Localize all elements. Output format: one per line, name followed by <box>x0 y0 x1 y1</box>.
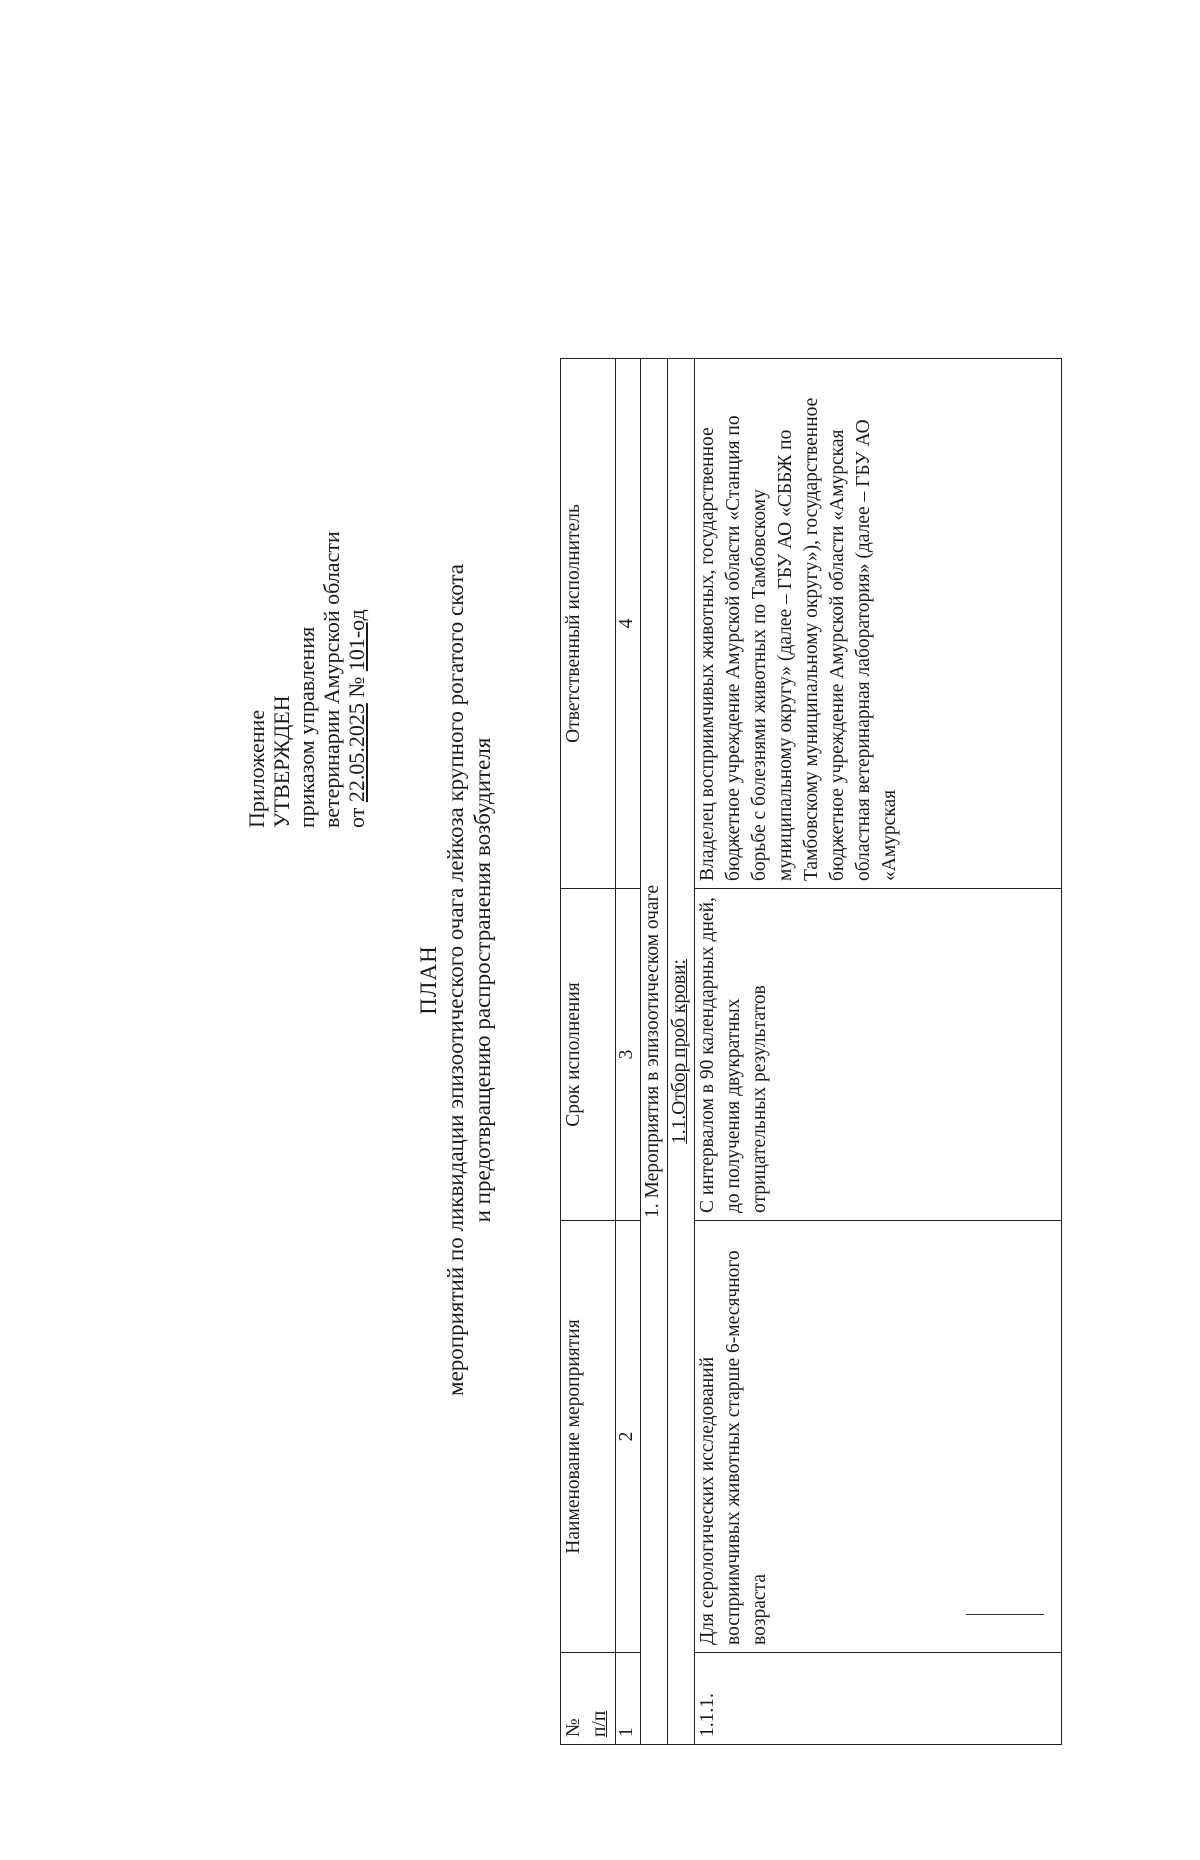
header-number-line2: п/п <box>589 1710 610 1737</box>
column-number: 2 <box>616 1221 641 1653</box>
header-responsible: Ответственный исполнитель <box>561 359 616 889</box>
subsection-title-text: 1.1.Отбор проб крови: <box>669 959 690 1144</box>
number-sign: № <box>344 671 369 704</box>
approved-label: УТВЕРЖДЕН <box>269 695 294 828</box>
section-row <box>641 359 668 1745</box>
rotated-content <box>40 140 1140 1860</box>
approval-block <box>244 388 369 828</box>
row-responsible: Владелец восприимчивых животных, государственное бюджетное учреждение Амурской области «Станция по борьбе с болезнями животных по Тамбовскому муниципальному округу» (далее – ГБУ АО «СББЖ по Тамбовскому муниципальному округу»), государственное бюджетное учреждение Амурской области «Амурская областная ветеринарная лаборатория» (далее – ГБУ АО «Амурская <box>695 359 1062 889</box>
department-line: ветеринарии Амурской области <box>319 531 344 828</box>
table-header-row <box>561 359 616 1745</box>
header-number-line1: № <box>563 1718 584 1737</box>
order-date-line <box>344 388 369 828</box>
column-numbers-row <box>616 359 641 1745</box>
subsection-title <box>668 359 695 1745</box>
table-row <box>695 359 1062 1745</box>
plan-title: ПЛАН <box>416 945 441 1015</box>
column-number: 1 <box>616 1653 641 1745</box>
plan-subtitle-line2: и предотвращению распространения возбудителя <box>470 737 495 1223</box>
order-number: 101-од <box>344 609 369 672</box>
row-name: Для серологических исследований восприимчивых животных старше 6-месячного возраста <box>695 1221 1062 1653</box>
section-title: 1. Мероприятия в эпизоотическом очаге <box>641 359 668 1745</box>
subsection-row <box>668 359 695 1745</box>
date-prefix: от <box>344 802 369 828</box>
plan-heading <box>415 100 496 1860</box>
footnote-separator <box>966 1614 1044 1615</box>
column-number: 3 <box>616 889 641 1221</box>
row-term: С интервалом в 90 календарных дней, до получения двукратных отрицательных результатов <box>695 889 1062 1221</box>
row-number: 1.1.1. <box>695 1653 1062 1745</box>
plan-table <box>560 358 1062 1745</box>
order-date: 22.05.2025 <box>344 703 369 803</box>
header-name: Наименование мероприятия <box>561 1221 616 1653</box>
header-term: Срок исполнения <box>561 889 616 1221</box>
plan-subtitle-line1: мероприятий по ликвидации эпизоотического очага лейкоза крупного рогатого скота <box>443 564 468 1396</box>
order-line: приказом управления <box>294 626 319 828</box>
appendix-label: Приложение <box>244 709 269 828</box>
column-number: 4 <box>616 359 641 889</box>
